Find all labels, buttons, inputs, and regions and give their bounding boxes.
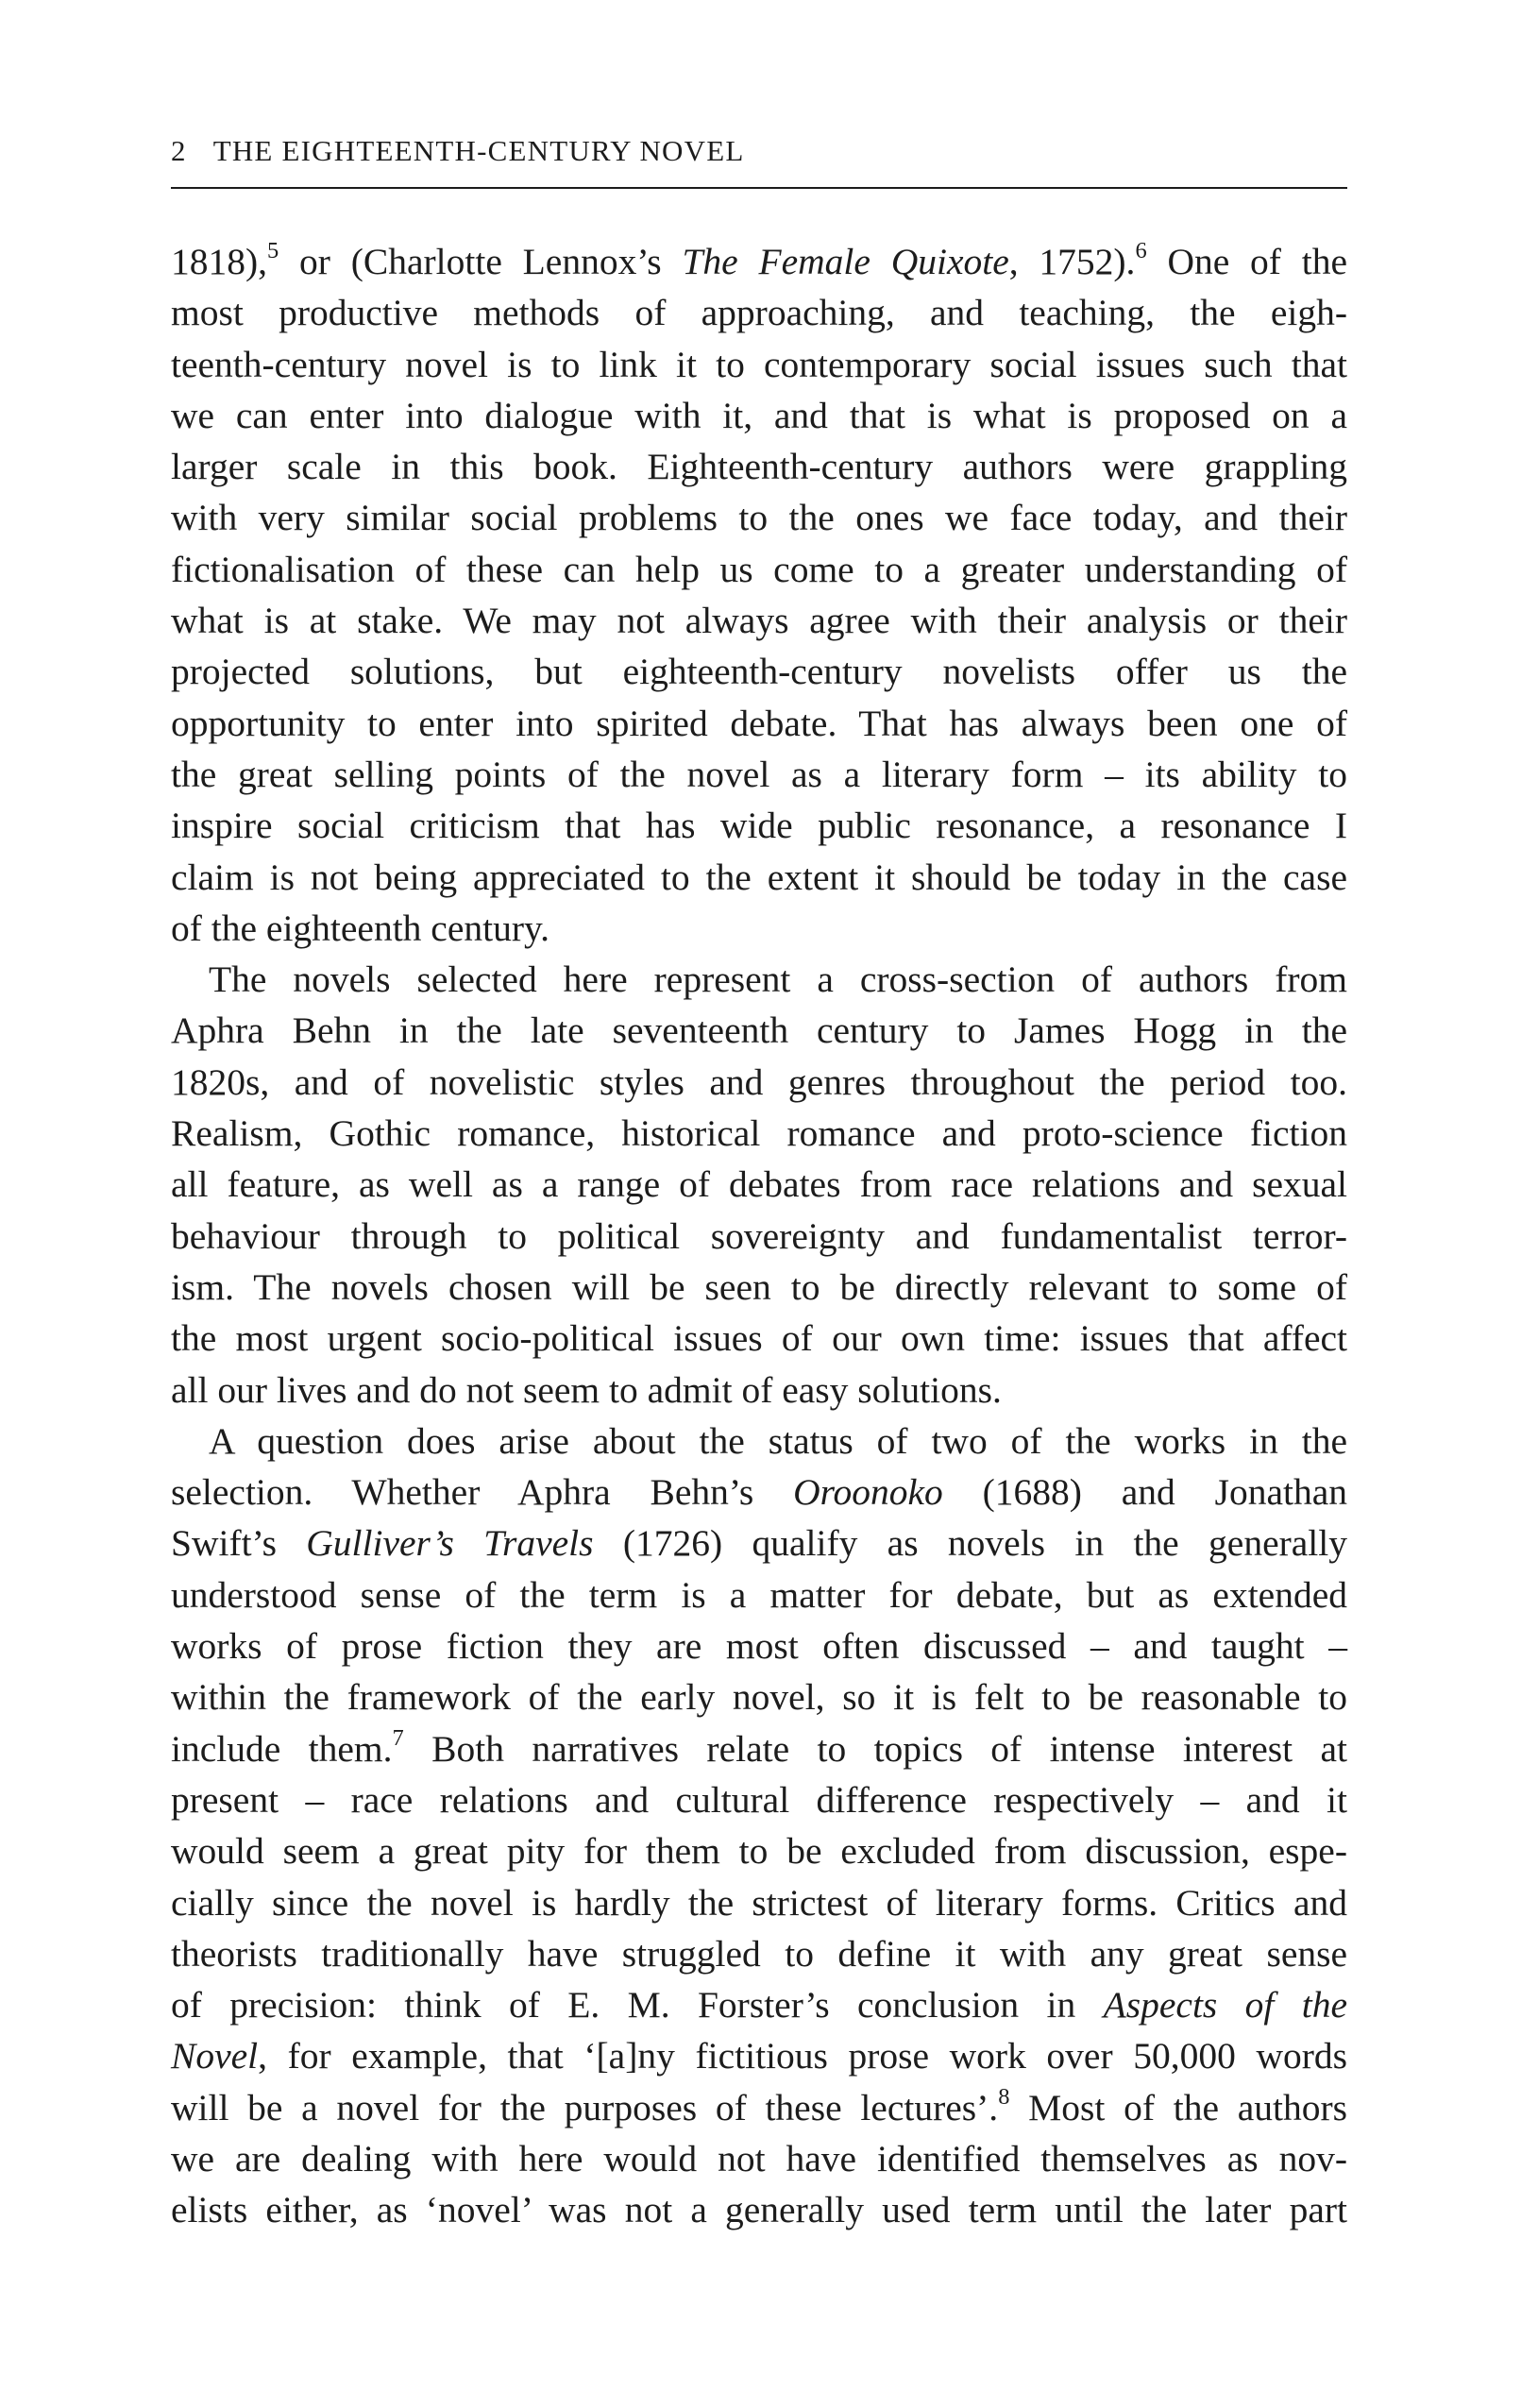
text-line: of the eighteenth century. — [171, 907, 550, 949]
text-line: Novel, for example, that ‘[a]ny fictitious prose work over 50,000 words — [171, 2035, 1347, 2077]
text-line: 1818),$^5$ or (Charlotte Lennox’s The Female Quixote, 1752).$^6$ One of the — [171, 237, 1347, 282]
italic-title: Oroonoko — [793, 1471, 943, 1514]
text-line: we can enter into dialogue with it, and that is what is proposed on a — [171, 394, 1347, 436]
text-line: present – race relations and cultural difference respectively – and it — [171, 1778, 1347, 1821]
text-line: claim is not being appreciated to the extent it should be today in the case — [171, 856, 1347, 898]
text-line: all feature, as well as a range of debates from race relations and sexual — [171, 1163, 1347, 1206]
text-line: Realism, Gothic romance, historical romance and proto-science fiction — [171, 1112, 1347, 1155]
text-line: cially since the novel is hardly the strictest of literary forms. Critics and — [171, 1881, 1347, 1924]
text-line: with very similar social problems to the ones we face today, and their — [171, 497, 1347, 539]
text-line: we are dealing with here would not have identified themselves as nov- — [171, 2137, 1347, 2179]
text-line: selection. Whether Aphra Behn’s Oroonoko (1688) and Jonathan — [171, 1471, 1347, 1514]
text-line: Swift’s Gulliver’s Travels (1726) qualify as novels in the generally — [171, 1522, 1347, 1565]
text-line: will be a novel for the purposes of these lectures’.$^8$ Most of the authors — [171, 2083, 1347, 2128]
italic-title: Aspects of the — [1103, 1984, 1347, 2026]
body-text — [171, 236, 1347, 2236]
running-title: THE EIGHTEENTH-CENTURY NOVEL — [212, 134, 745, 167]
text-line: projected solutions, but eighteenth-century novelists offer us the — [171, 651, 1347, 693]
text-line: opportunity to enter into spirited debate. That has always been one of — [171, 702, 1347, 744]
footnote-ref-5: 5 — [267, 237, 279, 263]
footnote-ref-6: 6 — [1135, 237, 1147, 263]
header-rule — [171, 187, 1347, 189]
text-line: ism. The novels chosen will be seen to be directly relevant to some of — [171, 1265, 1347, 1308]
italic-title: Novel — [171, 2035, 259, 2077]
text-line: within the framework of the early novel, so it is felt to be reasonable to — [171, 1676, 1347, 1719]
text-line: elists either, as ‘novel’ was not a generally used term until the later part — [171, 2189, 1347, 2231]
text-line: behaviour through to political sovereignty and fundamentalist terror- — [171, 1214, 1347, 1257]
text-line: the most urgent socio-political issues of our own time: issues that affect — [171, 1317, 1347, 1360]
text-line: what is at stake. We may not always agree with their analysis or their — [171, 600, 1347, 642]
text-line: most productive methods of approaching, and teaching, the eigh- — [171, 292, 1347, 334]
text-line: understood sense of the term is a matter for debate, but as extended — [171, 1573, 1347, 1616]
text-line: A question does arise about the status of two of the works in the — [209, 1419, 1347, 1462]
text-line: include them.$^7$ Both narratives relate to topics of intense interest at — [171, 1724, 1347, 1770]
text-line: theorists traditionally have struggled to define it with any great sense — [171, 1932, 1347, 1975]
text-line: works of prose fiction they are most often discussed – and taught – — [171, 1625, 1347, 1668]
footnote-ref-7: 7 — [392, 1724, 404, 1751]
text-line: of precision: think of E. M. Forster’s conclusion in Aspects of the — [171, 1984, 1347, 2026]
page-number: 2 — [171, 134, 187, 167]
text-line: The novels selected here represent a cross-section of authors from — [209, 958, 1347, 1001]
text-line: would seem a great pity for them to be excluded from discussion, espe- — [171, 1830, 1347, 1873]
text-line: inspire social criticism that has wide public resonance, a resonance I — [171, 805, 1347, 847]
running-head — [171, 132, 1347, 170]
text-line: fictionalisation of these can help us come to a greater understanding of — [171, 548, 1347, 590]
text-line: teenth-century novel is to link it to contemporary social issues such that — [171, 343, 1347, 385]
italic-title: Gulliver’s Travels — [306, 1522, 594, 1565]
text-line: all our lives and do not seem to admit of easy solutions. — [171, 1368, 1002, 1411]
text-line: the great selling points of the novel as a literary form – its ability to — [171, 753, 1347, 795]
text-line: 1820s, and of novelistic styles and genres throughout the period too. — [171, 1060, 1347, 1103]
text-line: larger scale in this book. Eighteenth-century authors were grappling — [171, 446, 1347, 488]
text-line: Aphra Behn in the late seventeenth century to James Hogg in the — [171, 1009, 1347, 1052]
footnote-ref-8: 8 — [998, 2083, 1010, 2110]
italic-title: The Female Quixote — [682, 241, 1009, 282]
